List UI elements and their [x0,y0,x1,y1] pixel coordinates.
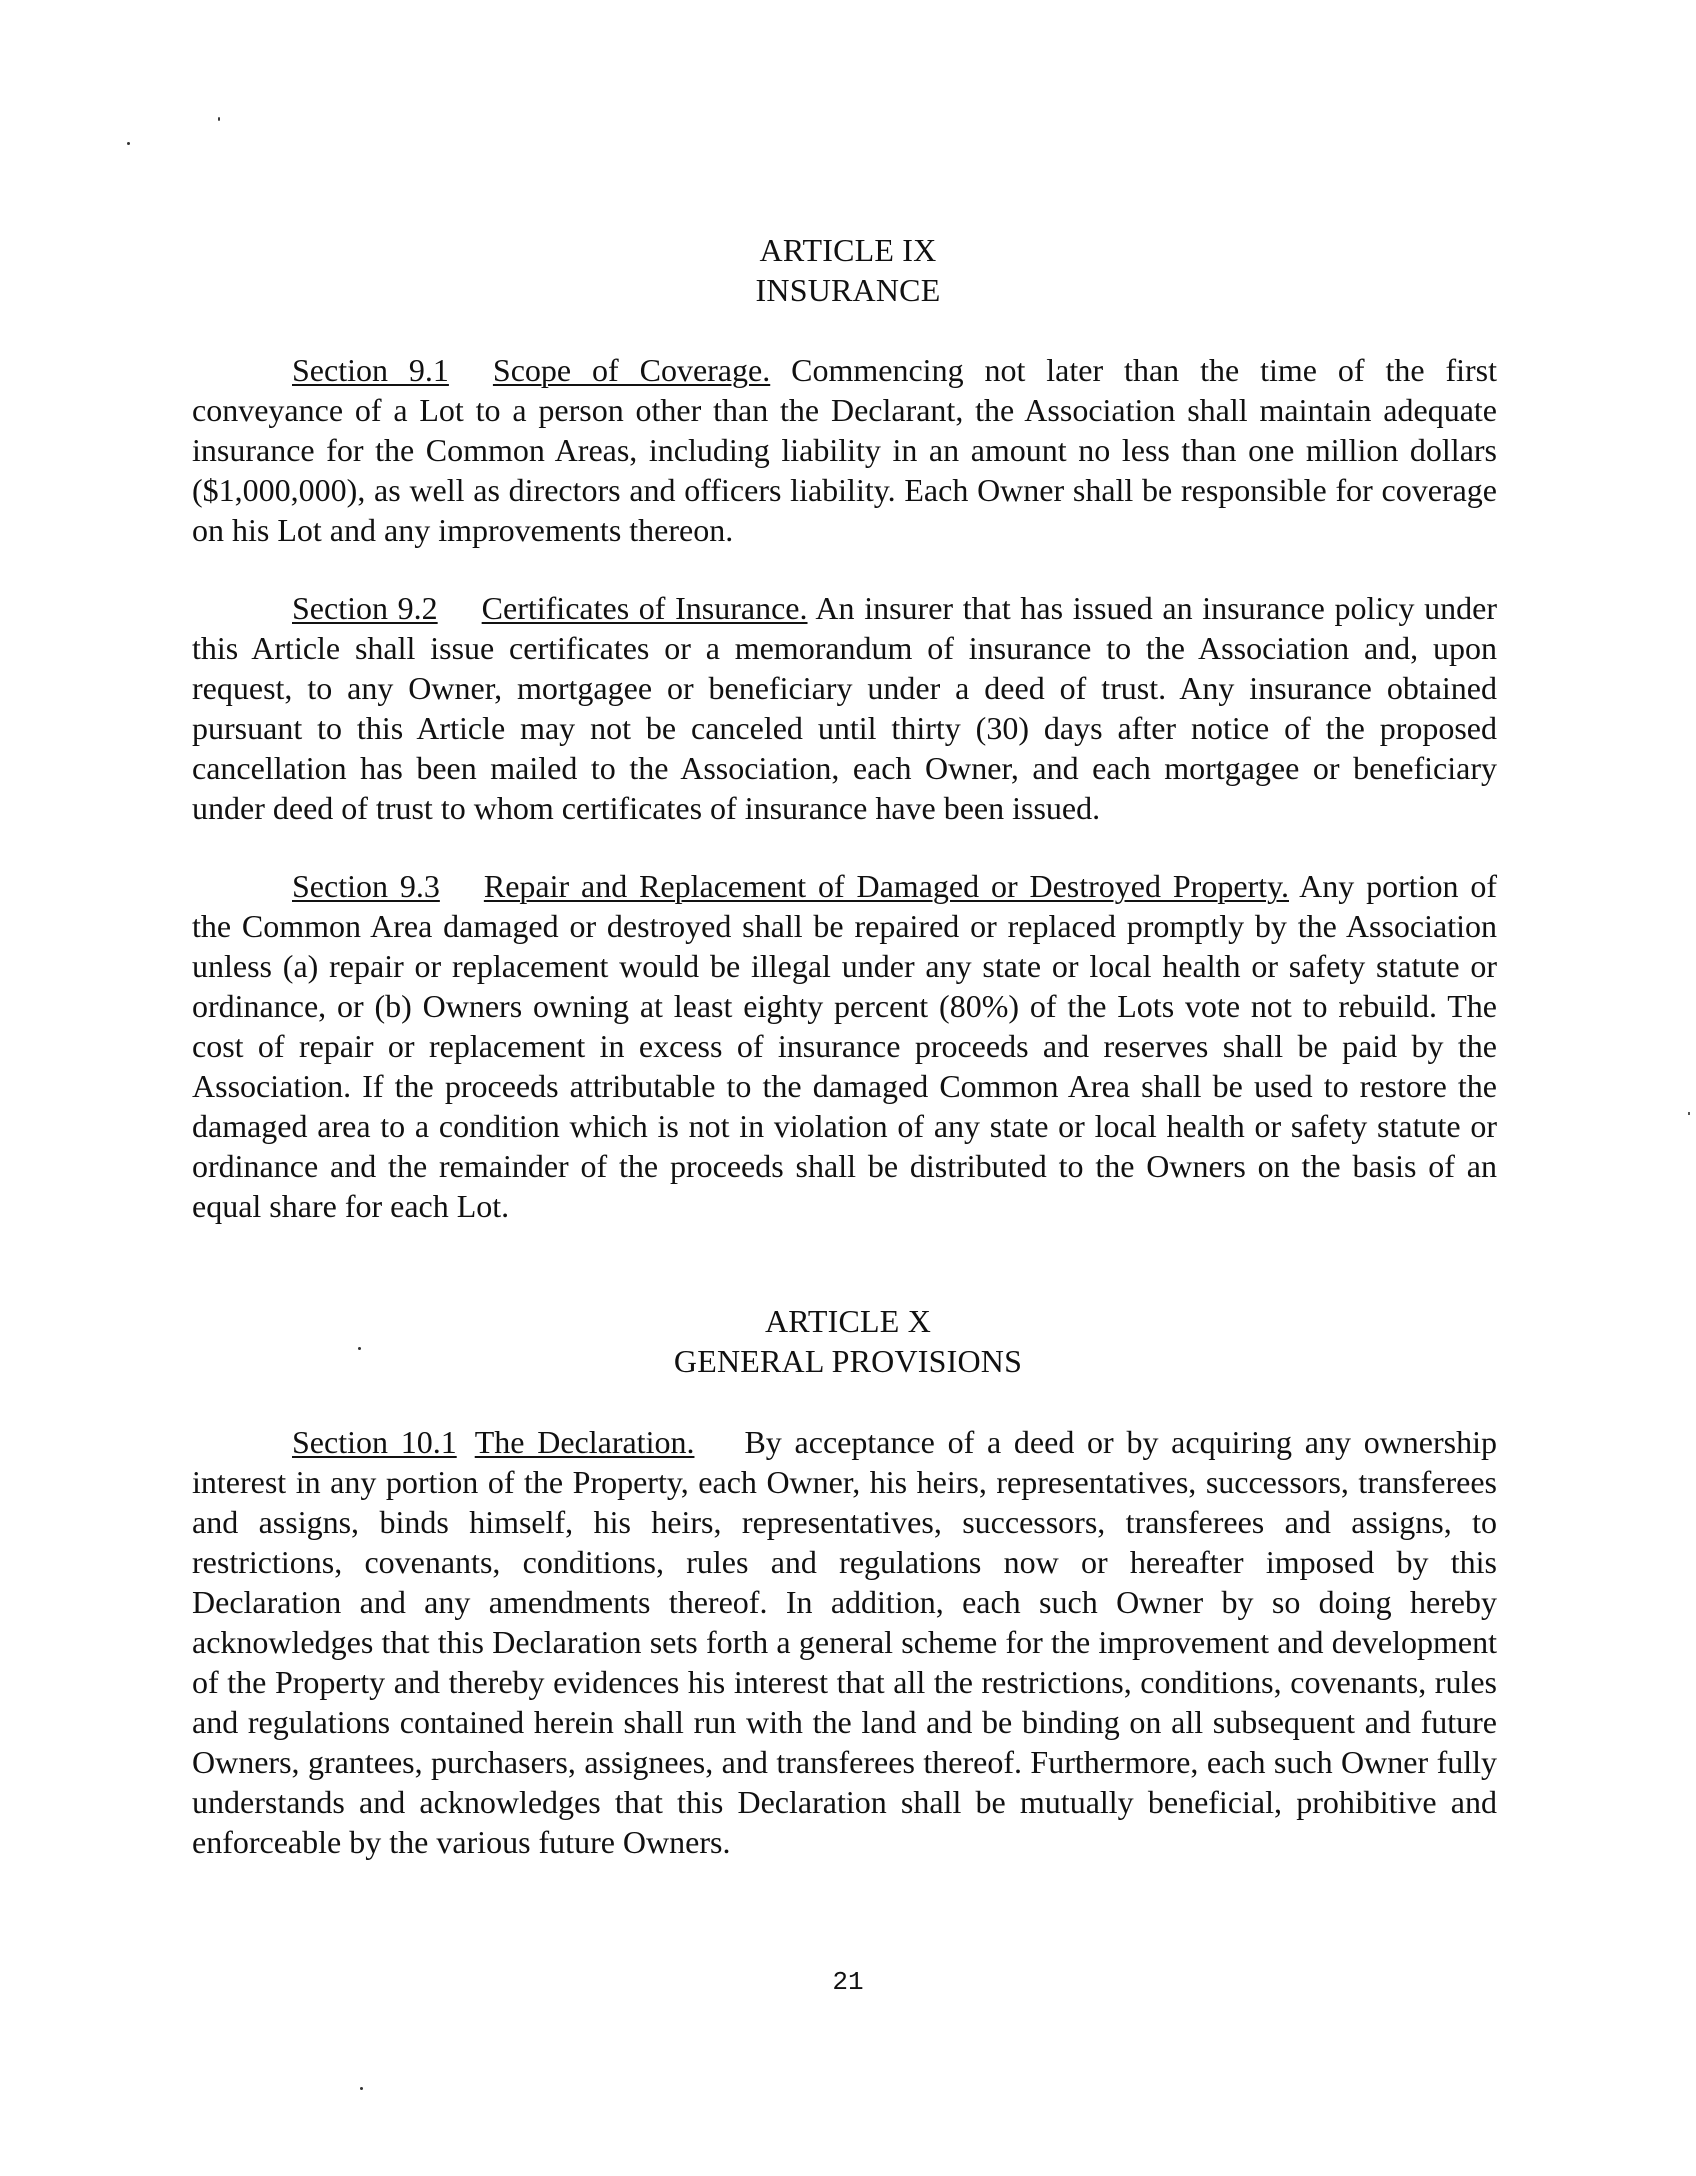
article-ix-heading [0,230,1696,310]
section-paragraph [192,866,1497,1226]
section-number: Section 10.1 [292,1424,457,1460]
article-ix-title: ARTICLE IX [759,232,937,268]
section-paragraph [192,588,1497,828]
article-x-heading [0,1301,1696,1381]
section-title: Scope of Coverage. [492,352,771,388]
section-title: Certificates of Insurance. [481,590,808,626]
scan-speck [127,142,130,145]
scan-speck [360,2087,363,2090]
section-10-1 [192,1422,1497,1862]
section-paragraph [192,350,1497,550]
section-body: By acceptance of a deed or by acquiring any ownership interest in any portion of the Property, each Owner, his heirs, representatives, successors, transferees and assigns, binds himself, his heirs, representatives, successors, transferees and assigns, to restrictions, covenants, conditions, rules and regulations now or hereafter imposed by this Declaration and any amendments thereof. In addition, each such Owner by so doing hereby acknowledges that this Declaration sets forth a general scheme for the improvement and development of the Property and thereby evidences his interest that all the restrictions, conditions, covenants, rules and regulations contained herein shall run with the land and be binding on all subsequent and future Owners, grantees, purchasers, assignees, and transferees thereof. Furthermore, each such Owner fully understands and acknowledges that this Declaration shall be mutually beneficial, prohibitive and enforceable by the various future Owners. [192,1424,1497,1860]
article-x-subtitle: GENERAL PROVISIONS [673,1343,1023,1379]
section-9-1 [192,350,1497,550]
section-number: Section 9.2 [292,590,438,626]
section-paragraph [192,1422,1497,1862]
page-number: 21 [832,1967,864,1997]
section-number: Section 9.1 [292,352,449,388]
article-ix-subtitle: INSURANCE [755,272,941,308]
section-body: Any portion of the Common Area damaged or destroyed shall be repaired or replaced promptly by the Association unless (a) repair or replacement would be illegal under any state or local health or safety statute or ordinance, or (b) Owners owning at least eighty percent (80%) of the Lots vote not to rebuild. The cost of repair or replacement in excess of insurance proceeds and reserves shall be paid by the Association. If the proceeds attributable to the damaged Common Area shall be used to restore the damaged area to a condition which is not in violation of any state or local health or safety statute or ordinance and the remainder of the proceeds shall be distributed to the Owners on the basis of an equal share for each Lot. [192,868,1498,1224]
scan-speck [218,117,220,121]
section-9-2 [192,588,1497,828]
scan-edge-mark [1688,1112,1690,1115]
section-number: Section 9.3 [292,868,440,904]
section-title: Repair and Replacement of Damaged or Destroyed Property. [483,868,1289,904]
section-title: The Declaration. [474,1424,695,1460]
section-body: An insurer that has issued an insurance policy under this Article shall issue certificates or a memorandum of insurance to the Association and, upon request, to any Owner, mortgagee or beneficiary under a deed of trust. Any insurance obtained pursuant to this Article may not be canceled until thirty (30) days after notice of the proposed cancellation has been mailed to the Association, each Owner, and each mortgagee or beneficiary under deed of trust to whom certificates of insurance have been issued. [192,590,1498,826]
section-9-3 [192,866,1497,1226]
article-x-title: ARTICLE X [764,1303,932,1339]
section-body: Commencing not later than the time of the first conveyance of a Lot to a person other than the Declarant, the Association shall maintain adequate insurance for the Common Areas, including liability in an amount no less than one million dollars ($1,000,000), as well as directors and officers liability. Each Owner shall be responsible for coverage on his Lot and any improvements thereon. [192,352,1498,548]
